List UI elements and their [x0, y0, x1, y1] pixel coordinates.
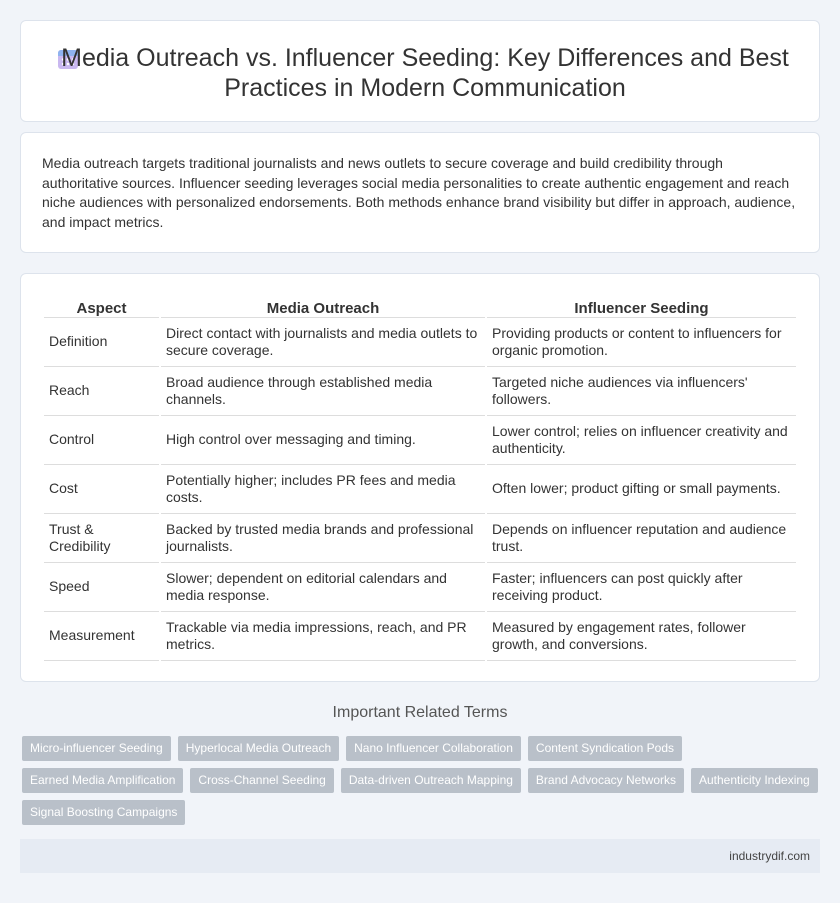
- table-row: [44, 563, 796, 612]
- table-header-row: [44, 298, 796, 318]
- influencer-seeding-cell: Depends on influencer reputation and audience trust.: [487, 514, 796, 563]
- table-row: [44, 465, 796, 514]
- aspect-cell: Measurement: [44, 612, 159, 661]
- related-terms-list: [22, 736, 822, 825]
- comparison-table: [42, 298, 798, 661]
- media-outreach-cell: Backed by trusted media brands and professional journalists.: [161, 514, 485, 563]
- media-outreach-cell: High control over messaging and timing.: [161, 416, 485, 465]
- title-card: [20, 20, 820, 122]
- influencer-seeding-cell: Providing products or content to influencers for organic promotion.: [487, 318, 796, 367]
- aspect-cell: Definition: [44, 318, 159, 367]
- column-header-influencer-seeding: Influencer Seeding: [487, 298, 796, 318]
- related-term-tag[interactable]: Hyperlocal Media Outreach: [178, 736, 339, 761]
- aspect-cell: Control: [44, 416, 159, 465]
- related-term-tag[interactable]: Brand Advocacy Networks: [528, 768, 684, 793]
- related-term-tag[interactable]: Micro-influencer Seeding: [22, 736, 171, 761]
- table-row: [44, 514, 796, 563]
- intro-card: [20, 132, 820, 253]
- influencer-seeding-cell: Measured by engagement rates, follower growth, and conversions.: [487, 612, 796, 661]
- page-title: Media Outreach vs. Influencer Seeding: Key Differences and Best Practices in Modern Communication: [61, 44, 789, 102]
- influencer-seeding-cell: Lower control; relies on influencer creativity and authenticity.: [487, 416, 796, 465]
- media-outreach-cell: Broad audience through established media channels.: [161, 367, 485, 416]
- media-outreach-cell: Direct contact with journalists and media outlets to secure coverage.: [161, 318, 485, 367]
- influencer-seeding-cell: Faster; influencers can post quickly after receiving product.: [487, 563, 796, 612]
- related-term-tag[interactable]: Cross-Channel Seeding: [190, 768, 333, 793]
- related-term-tag[interactable]: Content Syndication Pods: [528, 736, 682, 761]
- aspect-cell: Cost: [44, 465, 159, 514]
- table-row: [44, 367, 796, 416]
- aspect-cell: Speed: [44, 563, 159, 612]
- related-terms-heading: Important Related Terms: [332, 704, 508, 721]
- column-header-aspect: Aspect: [44, 298, 159, 318]
- related-term-tag[interactable]: Signal Boosting Campaigns: [22, 800, 185, 825]
- related-term-tag[interactable]: Authenticity Indexing: [691, 768, 818, 793]
- table-row: [44, 416, 796, 465]
- footer: [20, 839, 820, 873]
- influencer-seeding-cell: Often lower; product gifting or small payments.: [487, 465, 796, 514]
- media-outreach-cell: Slower; dependent on editorial calendars and media response.: [161, 563, 485, 612]
- aspect-cell: Trust & Credibility: [44, 514, 159, 563]
- influencer-seeding-cell: Targeted niche audiences via influencers' followers.: [487, 367, 796, 416]
- related-term-tag[interactable]: Data-driven Outreach Mapping: [341, 768, 521, 793]
- column-header-media-outreach: Media Outreach: [161, 298, 485, 318]
- footer-site-link[interactable]: industrydif.com: [729, 849, 810, 863]
- related-term-tag[interactable]: Earned Media Amplification: [22, 768, 183, 793]
- related-term-tag[interactable]: Nano Influencer Collaboration: [346, 736, 521, 761]
- table-row: [44, 612, 796, 661]
- media-outreach-cell: Trackable via media impressions, reach, and PR metrics.: [161, 612, 485, 661]
- comparison-card: [20, 273, 820, 682]
- intro-text: Media outreach targets traditional journalists and news outlets to secure coverage and build credibility through authoritative sources. Influencer seeding leverages social media personalities to create authentic engagement and reach niche audiences with personalized endorsements. Both methods enhance brand visibility but differ in approach, audience, and impact metrics.: [42, 155, 796, 230]
- aspect-cell: Reach: [44, 367, 159, 416]
- media-outreach-cell: Potentially higher; includes PR fees and media costs.: [161, 465, 485, 514]
- table-row: [44, 318, 796, 367]
